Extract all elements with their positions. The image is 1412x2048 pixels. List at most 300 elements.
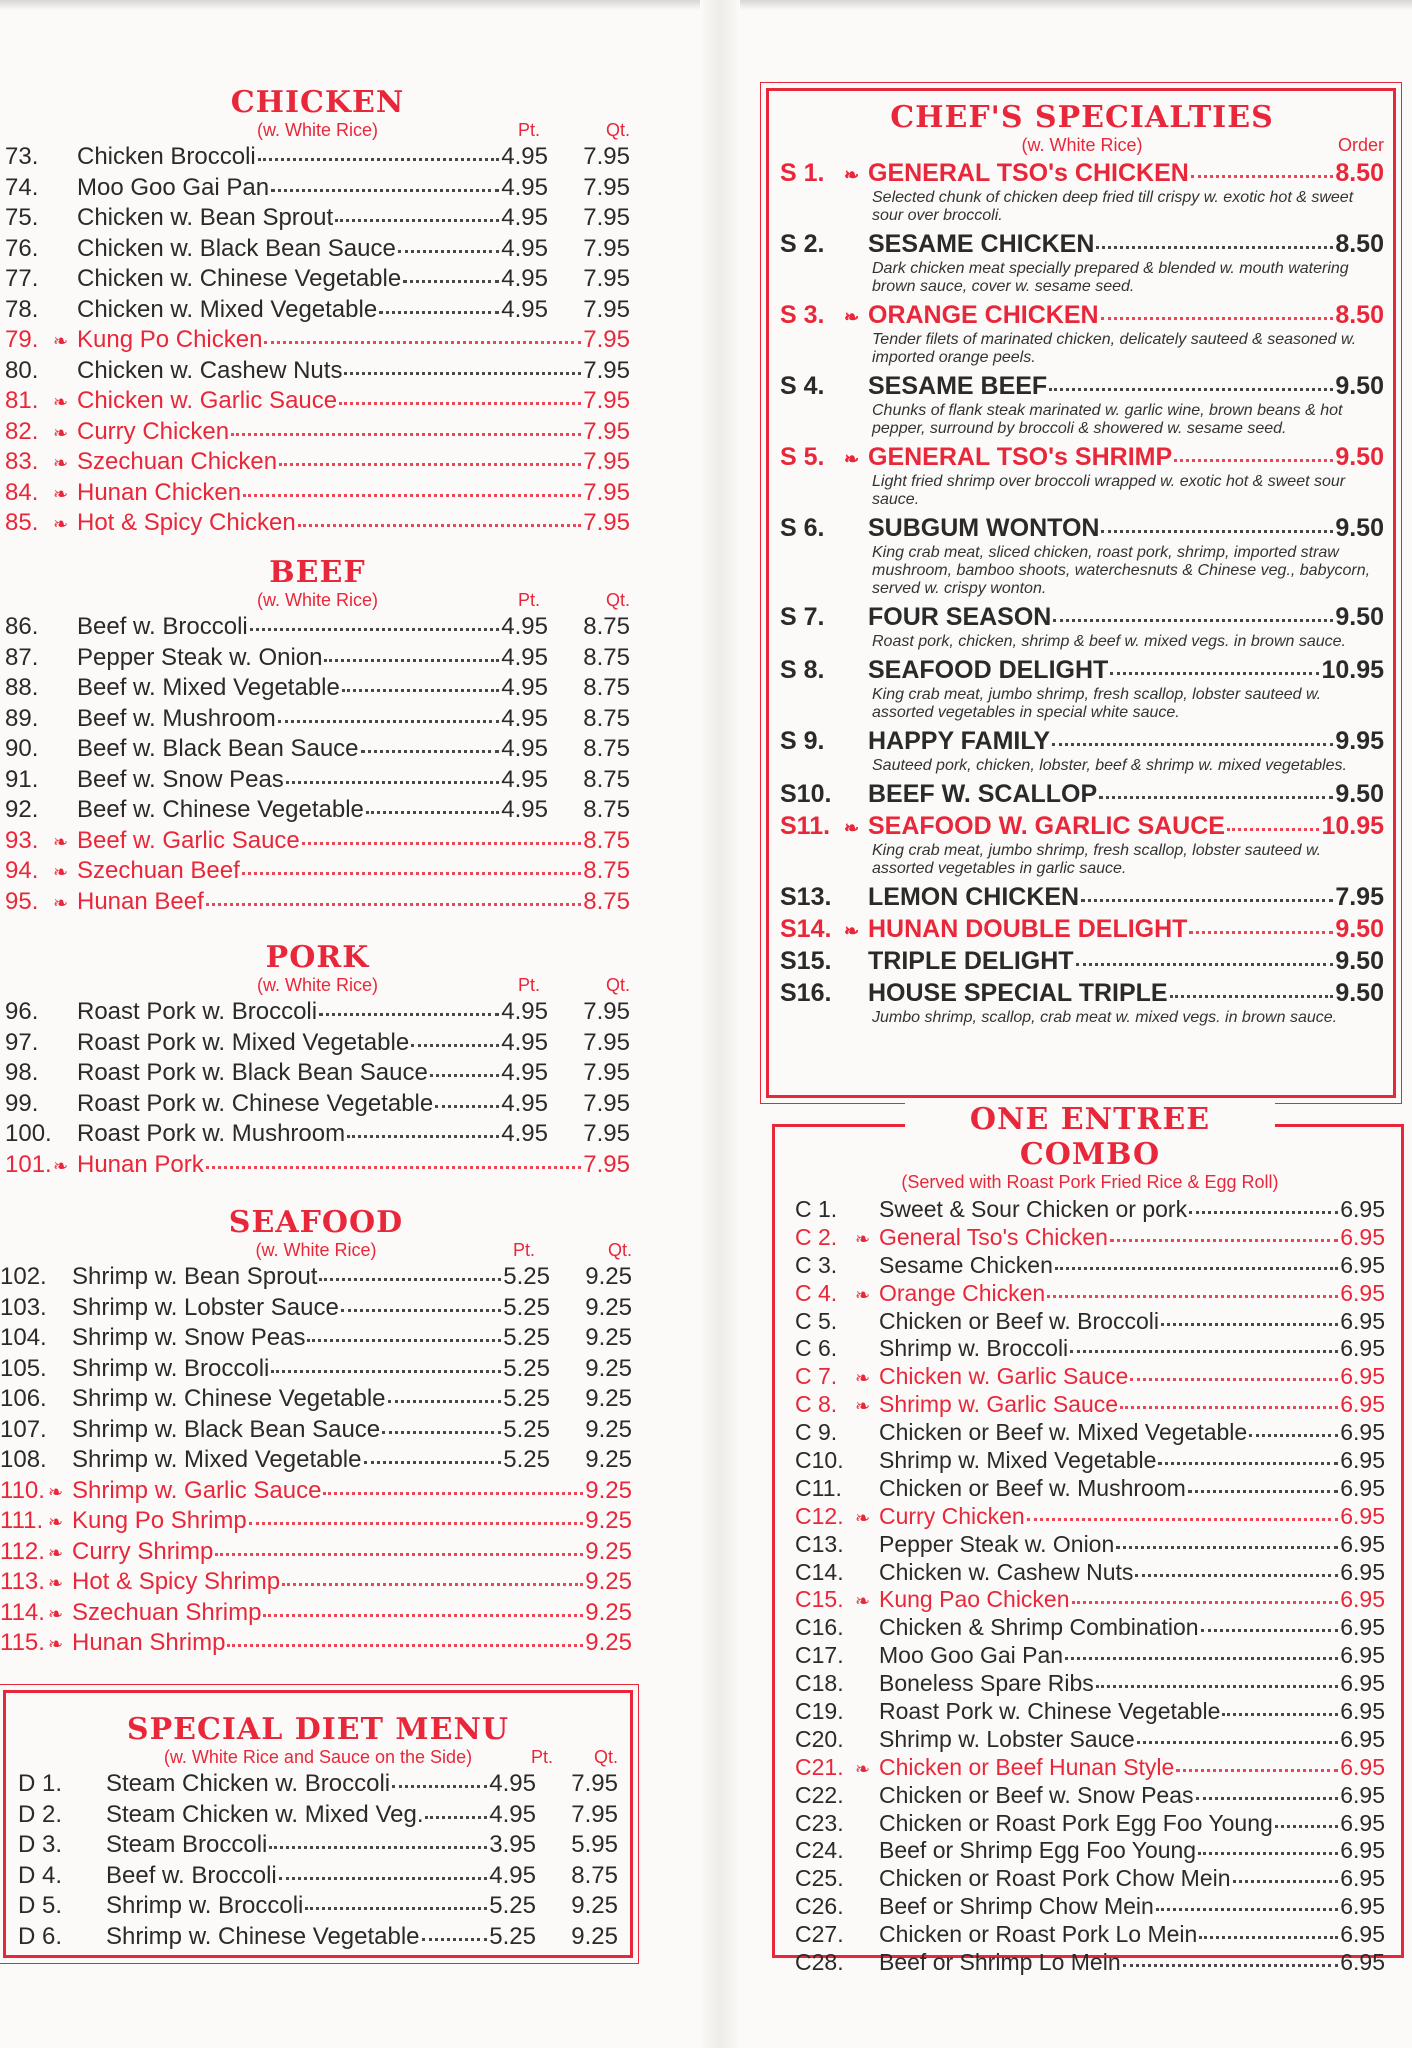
menu-item [5,264,630,295]
dot-leader [1189,1211,1338,1214]
item-number: C 2. [795,1223,838,1250]
item-name: Roast Pork w. Black Bean Sauce [77,1059,428,1086]
dot-leader [435,1105,499,1108]
item-number: 97. [5,1028,39,1056]
chili-pepper-icon: ❧ [844,921,860,941]
dot-leader [1047,1295,1338,1298]
menu-item [780,945,1384,977]
price: 6.95 [1340,1949,1385,1976]
menu-item [780,370,1384,402]
item-name: BEEF W. SCALLOP [868,780,1098,808]
dot-leader [382,1431,501,1434]
item-name: Kung Po Chicken [77,326,263,353]
menu-item [780,725,1384,757]
price-quart: 7.95 [583,143,630,170]
dot-leader [430,1074,499,1077]
item-name: Chicken w. Cashew Nuts [879,1558,1134,1585]
item-number: S10. [780,780,832,808]
dot-leader [305,1907,487,1910]
dot-leader [379,311,499,314]
dot-leader [264,341,581,344]
price-quart: 8.75 [571,1861,618,1889]
price-pint: 4.95 [501,173,548,201]
menu-item [0,1323,632,1354]
item-name: Steam Chicken w. Mixed Veg. [106,1800,424,1828]
item-number: C28. [795,1949,844,1976]
item-number: 112. [0,1537,45,1565]
item-number: S 8. [780,656,825,684]
price-quart: 7.95 [583,509,630,536]
price-pint: 5.25 [503,1354,550,1382]
qt-header: Qt. [593,1747,618,1767]
item-number: C27. [795,1921,844,1948]
chili-pepper-icon: ❧ [48,1481,64,1502]
menu-item [5,673,630,704]
price-pint: 5.25 [503,1293,550,1321]
menu-item [0,1476,632,1507]
order-header: Order [1337,135,1384,155]
menu-item [795,1921,1385,1949]
price: 6.95 [1340,1809,1385,1836]
price-quart: 9.25 [571,1892,618,1919]
item-name: Roast Pork w. Mixed Vegetable [77,1028,410,1056]
dot-leader [1233,1880,1339,1883]
price-pint: 4.95 [489,1800,536,1828]
price: 9.50 [1335,915,1384,943]
dot-leader [206,1166,582,1169]
item-number: S 2. [780,230,825,258]
dot-leader [1196,1797,1339,1800]
item-number: 81. [5,387,39,414]
chili-pepper-icon: ❧ [53,483,69,504]
price-pint: 4.95 [489,1770,536,1797]
item-number: C 8. [795,1391,838,1418]
section-one-entree-combo [795,1102,1385,1977]
pt-header: Pt. [518,120,541,140]
item-number: S16. [780,979,832,1007]
item-number: C18. [795,1670,844,1697]
item-name: Hot & Spicy Chicken [77,509,296,536]
item-name: SEAFOOD DELIGHT [868,656,1109,684]
pork-subtitle [5,975,630,997]
dot-leader [1110,1239,1338,1242]
item-name: Kung Po Shrimp [72,1507,247,1534]
item-description: Sauteed pork, chicken, lobster, beef & shrimp w. mixed vegetables. [872,757,1347,774]
item-name: Szechuan Beef [77,857,240,884]
dot-leader [341,1309,501,1312]
price-pint: 4.95 [501,735,548,762]
item-name: TRIPLE DELIGHT [868,947,1074,975]
price-pint: 4.95 [501,643,548,671]
price: 6.95 [1340,1419,1385,1446]
item-description: Roast pork, chicken, shrimp & beef w. mixed vegs. in brown sauce. [872,633,1346,650]
item-number: S 1. [780,159,825,187]
item-description: Selected chunk of chicken deep fried till crispy w. exotic hot & sweet sour over broccoli. [872,189,1354,224]
chili-pepper-icon: ❧ [53,453,69,473]
dot-leader [1170,995,1334,998]
item-number: S 9. [780,727,825,755]
price-quart: 8.75 [583,887,630,915]
price-pint: 4.95 [501,613,548,640]
price: 6.95 [1340,1530,1385,1557]
item-number: 105. [0,1354,47,1382]
price-pint: 5.25 [503,1385,550,1412]
price-quart: 7.95 [583,478,630,506]
price-quart: 7.95 [583,998,630,1025]
price-pint: 4.95 [501,295,548,323]
item-name: Curry Chicken [77,417,230,445]
item-name: Shrimp w. Chinese Vegetable [106,1922,420,1950]
item-name: Shrimp w. Black Bean Sauce [72,1415,381,1443]
item-name: Chicken w. Black Bean Sauce [77,234,396,262]
price: 6.95 [1340,1642,1385,1669]
dot-leader [364,1461,502,1464]
dot-leader [250,628,500,631]
dot-leader [1070,1350,1338,1353]
price-quart: 7.95 [583,1059,630,1086]
menu-item [5,417,630,448]
item-description: King crab meat, jumbo shrimp, fresh scallop, lobster sauteed w. assorted vegetables in garlic sauce. [872,842,1322,877]
item-number: C26. [795,1893,844,1920]
chili-pepper-icon: ❧ [53,514,69,534]
menu-item [5,765,630,796]
menu-item [0,1598,632,1629]
chili-pepper-icon: ❧ [53,392,69,412]
item-name: HUNAN DOUBLE DELIGHT [868,915,1188,943]
item-number: C 1. [795,1196,838,1222]
price: 6.95 [1340,1614,1385,1641]
menu-item [5,356,630,387]
item-number: 86. [5,613,39,640]
item-name: Chicken or Beef w. Snow Peas [879,1781,1194,1808]
chili-pepper-icon: ❧ [844,449,860,469]
diet-title: SPECIAL DIET MENU [126,1712,510,1747]
dot-leader [1174,459,1333,462]
menu-item [0,1445,632,1476]
menu-item [18,1769,618,1800]
pt-header: Pt. [518,975,541,995]
dot-leader [1198,1852,1338,1855]
item-name: Chicken or Beef w. Mixed Vegetable [879,1419,1248,1446]
menu-item [5,203,630,234]
item-name: HAPPY FAMILY [868,727,1050,755]
item-name: SUBGUM WONTON [868,514,1100,542]
chili-pepper-icon: ❧ [53,831,69,852]
dot-leader [1099,796,1333,799]
item-number: C12. [795,1502,844,1529]
menu-item [795,1837,1385,1865]
price-quart: 8.75 [583,826,630,854]
dot-leader [1072,1601,1339,1604]
price: 6.95 [1340,1391,1385,1418]
item-number: 74. [5,173,39,201]
item-number: S 5. [780,443,825,471]
price: 6.95 [1340,1753,1385,1780]
pt-header: Pt. [513,1240,536,1260]
dot-leader [243,494,581,497]
item-number: C 4. [795,1279,838,1306]
menu-item [795,1280,1385,1308]
item-name: Chicken Broccoli [77,143,256,170]
beef-subtitle [5,590,630,612]
dot-leader [286,781,499,784]
item-name: Shrimp w. Broccoli [106,1892,304,1919]
item-name: Steam Broccoli [106,1831,268,1858]
menu-item [795,1782,1385,1810]
price-quart: 7.95 [583,326,630,353]
item-name: Chicken w. Chinese Vegetable [77,265,402,292]
price-quart: 9.25 [571,1922,618,1950]
combo-subtitle [795,1172,1385,1194]
item-number: C15. [795,1586,844,1613]
item-name: Chicken or Beef w. Mushroom [879,1474,1186,1501]
dot-leader [271,1370,501,1373]
item-number: 87. [5,643,39,671]
item-number: 106. [0,1385,47,1412]
item-number: 99. [5,1089,39,1117]
price-quart: 8.75 [583,643,630,671]
price: 9.50 [1335,514,1384,542]
menu-item [795,1865,1385,1893]
price: 6.95 [1340,1223,1385,1250]
menu-item [5,997,630,1028]
item-number: C14. [795,1558,844,1585]
menu-item [18,1800,618,1831]
chili-pepper-icon: ❧ [53,862,69,882]
item-number: C13. [795,1530,844,1557]
price-quart: 8.75 [583,613,630,640]
price: 6.95 [1340,1921,1385,1948]
subtitle-text: (w. White Rice and Sauce on the Side) [163,1747,473,1767]
item-description: Jumbo shrimp, scallop, crab meat w. mixed vegs. in brown sauce. [872,1009,1338,1026]
item-number: 104. [0,1324,47,1351]
price: 6.95 [1340,1363,1385,1390]
subtitle-text: (w. White Rice) [256,120,379,140]
pt-header: Pt. [531,1747,554,1767]
chef-title: CHEF'S SPECIALTIES [890,100,1274,135]
chili-pepper-icon: ❧ [48,1542,64,1563]
dot-leader [1135,1574,1338,1577]
item-name: FOUR SEASON [868,603,1052,631]
dot-leader [422,1938,488,1941]
item-name: Roast Pork w. Chinese Vegetable [879,1698,1221,1725]
dot-leader [282,1583,583,1586]
item-name: Roast Pork w. Chinese Vegetable [77,1089,434,1117]
item-name: Shrimp w. Mixed Vegetable [879,1447,1157,1474]
dot-leader [1249,1434,1338,1437]
menu-item [18,1922,618,1953]
price: 6.95 [1340,1307,1385,1334]
item-description: Dark chicken meat specially prepared & blended w. mouth watering brown sauce, cover w. sesame seed. [872,260,1349,295]
price-quart: 9.25 [585,1263,632,1290]
dot-leader [302,842,582,845]
price: 6.95 [1340,1502,1385,1529]
dot-leader [1191,175,1334,178]
item-description: King crab meat, sliced chicken, roast pork, shrimp, imported straw mushroom, bamboo shoots, waterchesnuts & Chinese veg., babycorn, served w. crispy wonton. [872,544,1371,597]
item-number: S15. [780,947,832,975]
menu-item [795,1559,1385,1587]
menu-item [5,856,630,887]
price-pint: 5.25 [503,1446,550,1473]
menu-item [795,1586,1385,1614]
item-name: Orange Chicken [879,1279,1046,1306]
item-name: Hunan Shrimp [72,1629,226,1656]
item-number: S 7. [780,603,825,631]
dot-leader [269,1846,487,1849]
menu-item [5,612,630,643]
price-quart: 7.95 [571,1770,618,1797]
menu-item [5,142,630,173]
price: 6.95 [1340,1893,1385,1920]
dot-leader [1137,1741,1339,1744]
menu-item [5,887,630,918]
menu-item [5,795,630,826]
item-name: Chicken or Beef w. Broccoli [879,1307,1159,1334]
price: 9.50 [1335,780,1384,808]
dot-leader [366,811,499,814]
subtitle-text: (w. White Rice) [256,590,379,610]
price-pint: 5.25 [503,1415,550,1443]
price-quart: 8.75 [583,704,630,732]
menu-item [0,1262,632,1293]
menu-item [0,1354,632,1385]
item-number: 77. [5,265,39,292]
item-name: Beef w. Black Bean Sauce [77,735,359,762]
dot-leader [1189,931,1333,934]
menu-item [5,386,630,417]
chili-pepper-icon: ❧ [855,1368,871,1389]
price-quart: 7.95 [583,234,630,262]
menu-item [780,512,1384,544]
price-pint: 4.95 [501,998,548,1025]
section-chef-specialties [780,100,1384,1030]
dot-leader [215,1553,583,1556]
dot-leader [1081,899,1333,902]
menu-item [795,1196,1385,1224]
menu-item [0,1293,632,1324]
item-number: C25. [795,1865,844,1892]
menu-item [18,1830,618,1861]
menu-item [0,1384,632,1415]
menu-item [5,325,630,356]
item-number: 83. [5,448,39,475]
menu-item [795,1698,1385,1726]
item-number: 110. [0,1476,45,1504]
menu-item [795,1391,1385,1419]
item-name: Chicken or Beef Hunan Style [879,1753,1175,1780]
price-quart: 7.95 [583,295,630,323]
menu-item [795,1335,1385,1363]
item-name: Beef or Shrimp Egg Foo Young [879,1837,1197,1864]
item-name: Moo Goo Gai Pan [77,173,270,201]
price: 6.95 [1340,1251,1385,1278]
menu-item [795,1754,1385,1782]
price-quart: 7.95 [583,356,630,384]
item-number: 102. [0,1263,47,1290]
price: 10.95 [1321,812,1384,840]
subtitle-text: (w. White Rice) [1021,135,1143,155]
menu-item [795,1252,1385,1280]
dot-leader [319,1013,499,1016]
menu-item [5,173,630,204]
dot-leader [1076,963,1334,966]
dot-leader [344,372,581,375]
price-quart: 9.25 [585,1446,632,1473]
dot-leader [271,189,499,192]
chili-pepper-icon: ❧ [855,1228,871,1249]
item-name: Sweet & Sour Chicken or pork [879,1196,1188,1222]
item-name: Beef w. Snow Peas [77,765,284,793]
price: 8.50 [1335,159,1384,187]
item-name: Shrimp w. Bean Sprout [72,1263,318,1290]
item-number: 76. [5,234,39,262]
item-number: 101. [5,1150,52,1178]
dot-leader [1158,1462,1338,1465]
price: 6.95 [1340,1558,1385,1585]
item-number: 82. [5,417,39,445]
price-pint: 4.95 [501,265,548,292]
item-name: Chicken w. Bean Sprout [77,204,334,231]
price-pint: 5.25 [503,1263,550,1290]
item-number: D 1. [18,1770,63,1797]
price-pint: 4.95 [501,1028,548,1056]
section-seafood [0,1205,632,1659]
item-number: 79. [5,326,39,353]
dot-leader [1222,1713,1338,1716]
menu-item [0,1537,632,1568]
item-name: Beef w. Broccoli [106,1861,277,1889]
menu-item [795,1893,1385,1921]
price-quart: 8.75 [583,735,630,762]
price-pint: 4.95 [501,1089,548,1117]
dot-leader [388,1400,502,1403]
price-quart: 9.25 [585,1476,632,1504]
dot-leader [1110,672,1319,675]
item-number: S11. [780,812,831,840]
price-quart: 9.25 [585,1293,632,1321]
price-quart: 9.25 [585,1385,632,1412]
item-number: C24. [795,1837,844,1864]
menu-item [780,913,1384,945]
price-quart: 7.95 [583,1150,630,1178]
menu-item [5,234,630,265]
item-name: Szechuan Chicken [77,448,278,475]
dot-leader [339,402,581,405]
item-number: C 7. [795,1363,838,1390]
item-name: Chicken w. Mixed Vegetable [77,295,378,323]
item-number: 95. [5,887,39,915]
dot-leader [347,1135,499,1138]
menu-item [780,228,1384,260]
item-name: Beef w. Mushroom [77,704,276,732]
item-number: C 3. [795,1251,838,1278]
price: 6.95 [1340,1196,1385,1222]
price-quart: 7.95 [571,1800,618,1828]
dot-leader [411,1044,499,1047]
menu-item [795,1726,1385,1754]
item-name: Beef or Shrimp Chow Mein [879,1893,1154,1920]
item-number: 90. [5,735,39,762]
item-name: Chicken w. Garlic Sauce [77,387,338,414]
price: 6.95 [1340,1474,1385,1501]
menu-item [5,1058,630,1089]
dot-leader [319,1278,501,1281]
subtitle-text: (w. White Rice) [256,975,379,995]
section-pork [5,940,630,1180]
price-quart: 7.95 [583,1120,630,1147]
menu-item [780,299,1384,331]
item-name: Shrimp w. Mixed Vegetable [72,1446,362,1473]
